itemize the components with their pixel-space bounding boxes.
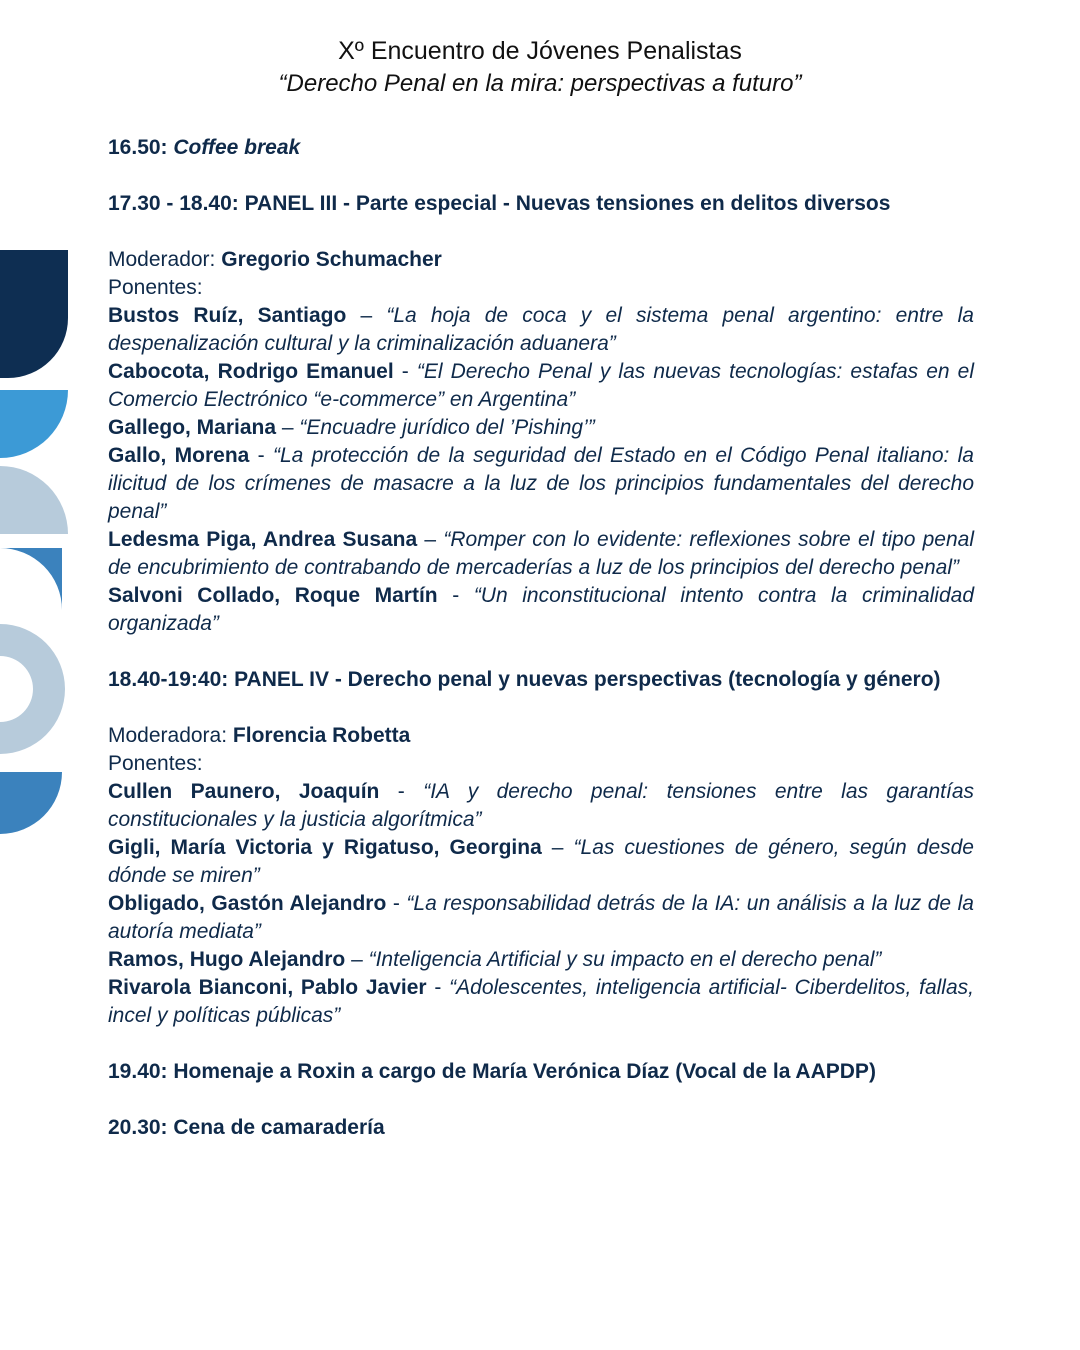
speaker-name: Ledesma Piga, Andrea Susana (108, 528, 418, 551)
homenaje-line: 19.40: Homenaje a Roxin a cargo de María Verónica Díaz (Vocal de la AAPDP) (108, 1060, 876, 1083)
speaker-name: Cullen Paunero, Joaquín (108, 780, 380, 803)
navy-half-circle-shape (0, 250, 68, 378)
speaker-entry: Salvoni Collado, Roque Martín - “Un inconstitucional intento contra la criminalidad organizada” (108, 584, 974, 635)
speaker-entry: Gigli, María Victoria y Rigatuso, Georgina – “Las cuestiones de género, según desde dónde se miren” (108, 836, 974, 887)
speaker-entry: Rivarola Bianconi, Pablo Javier - “Adolescentes, inteligencia artificial- Ciberdelitos, fallas, incel y políticas públicas” (108, 976, 974, 1027)
coffee-break-line (108, 134, 974, 162)
panel3-moderator (108, 246, 974, 274)
program-content (108, 134, 974, 1142)
decorative-shapes (0, 0, 80, 840)
panel3-moderator-name: Gregorio Schumacher (221, 248, 442, 271)
page-title: Xº Encuentro de Jóvenes Penalistas (338, 37, 742, 65)
talk-title: “Las cuestiones de género, según desde dónde se miren” (108, 836, 974, 887)
talk-title: “Adolescentes, inteligencia artificial- Ciberdelitos, fallas, incel y políticas públicas” (108, 976, 974, 1027)
speaker-entry: Cabocota, Rodrigo Emanuel - “El Derecho Penal y las nuevas tecnologías: estafas en el Comercio Electrónico “e-commerce” en Argentina” (108, 360, 974, 411)
cena-line: 20.30: Cena de camaradería (108, 1116, 385, 1139)
panel3-speakers-label: Ponentes: (108, 276, 203, 299)
speaker-name: Rivarola Bianconi, Pablo Javier (108, 976, 427, 999)
speaker-entry: Bustos Ruíz, Santiago – “La hoja de coca y el sistema penal argentino: entre la despenalización cultural y la criminalización aduanera” (108, 304, 974, 355)
speaker-entry: Obligado, Gastón Alejandro - “La responsabilidad detrás de la IA: un análisis a la luz de la autoría mediata” (108, 892, 974, 943)
speaker-entry: Gallo, Morena - “La protección de la seguridad del Estado en el Código Penal italiano: la ilicitud de los crímenes de masacre a la luz de los principios fundamentales del derecho penal” (108, 444, 974, 523)
panel4-moderator-name: Florencia Robetta (232, 724, 411, 747)
speaker-name: Ramos, Hugo Alejandro (108, 948, 346, 971)
panel4-heading: 18.40-19:40: PANEL IV - Derecho penal y nuevas perspectivas (tecnología y género) (108, 668, 941, 691)
panel4-speakers-label: Ponentes: (108, 752, 203, 775)
speaker-name: Cabocota, Rodrigo Emanuel (108, 360, 394, 383)
panel3-heading: 17.30 - 18.40: PANEL III - Parte especial - Nuevas tensiones en delitos diversos (108, 192, 891, 215)
speaker-name: Gallo, Morena (108, 444, 250, 467)
speaker-name: Gallego, Mariana (108, 416, 277, 439)
coffee-break-time: 16.50: (108, 136, 168, 159)
coffee-break-label: Coffee break (173, 136, 301, 159)
panel4-moderator-label: Moderadora: (108, 724, 228, 747)
speaker-name: Bustos Ruíz, Santiago (108, 304, 347, 327)
speaker-entry: Gallego, Mariana – “Encuadre jurídico del ’Pishing’” (108, 416, 595, 439)
panel3-moderator-label: Moderador: (108, 248, 216, 271)
panel4-moderator (108, 722, 974, 750)
talk-title: “IA y derecho penal: tensiones entre las garantías constitucionales y la justicia algorítmica” (108, 780, 974, 831)
light-ring-shape (0, 624, 65, 754)
mid-blue-quarter-shape (0, 772, 62, 834)
mid-blue-notch-shape (0, 548, 62, 610)
talk-title: “Inteligencia Artificial y su impacto en el derecho penal” (368, 948, 882, 971)
speaker-name: Salvoni Collado, Roque Martín (108, 584, 438, 607)
speaker-entry: Ramos, Hugo Alejandro – “Inteligencia Artificial y su impacto en el derecho penal” (108, 948, 882, 971)
speaker-name: Obligado, Gastón Alejandro (108, 892, 387, 915)
talk-title: “Encuadre jurídico del ’Pishing’” (299, 416, 595, 439)
talk-title: “Romper con lo evidente: reflexiones sobre el tipo penal de encubrimiento de contrabando de mercaderías a luz de los principios del derecho penal” (108, 528, 974, 579)
speaker-entry: Cullen Paunero, Joaquín - “IA y derecho penal: tensiones entre las garantías constitucionales y la justicia algorítmica” (108, 780, 974, 831)
talk-title: “El Derecho Penal y las nuevas tecnologías: estafas en el Comercio Electrónico “e-commerce” en Argentina” (108, 360, 974, 411)
talk-title: “La protección de la seguridad del Estado en el Código Penal italiano: la ilicitud de los crímenes de masacre a la luz de los principios fundamentales del derecho penal” (108, 444, 974, 523)
talk-title: “La hoja de coca y el sistema penal argentino: entre la despenalización cultural y la criminalización aduanera” (108, 304, 974, 355)
light-quarter-shape (0, 466, 68, 534)
speaker-name: Gigli, María Victoria y Rigatuso, Georgina (108, 836, 542, 859)
talk-title: “Un inconstitucional intento contra la criminalidad organizada” (108, 584, 974, 635)
header (0, 34, 1080, 100)
talk-title: “La responsabilidad detrás de la IA: un análisis a la luz de la autoría mediata” (108, 892, 974, 943)
speaker-entry: Ledesma Piga, Andrea Susana – “Romper con lo evidente: reflexiones sobre el tipo penal de encubrimiento de contrabando de mercaderías a luz de los principios del derecho penal” (108, 528, 974, 579)
page-subtitle: “Derecho Penal en la mira: perspectivas a futuro” (278, 70, 802, 97)
sky-quarter-shape (0, 390, 68, 458)
